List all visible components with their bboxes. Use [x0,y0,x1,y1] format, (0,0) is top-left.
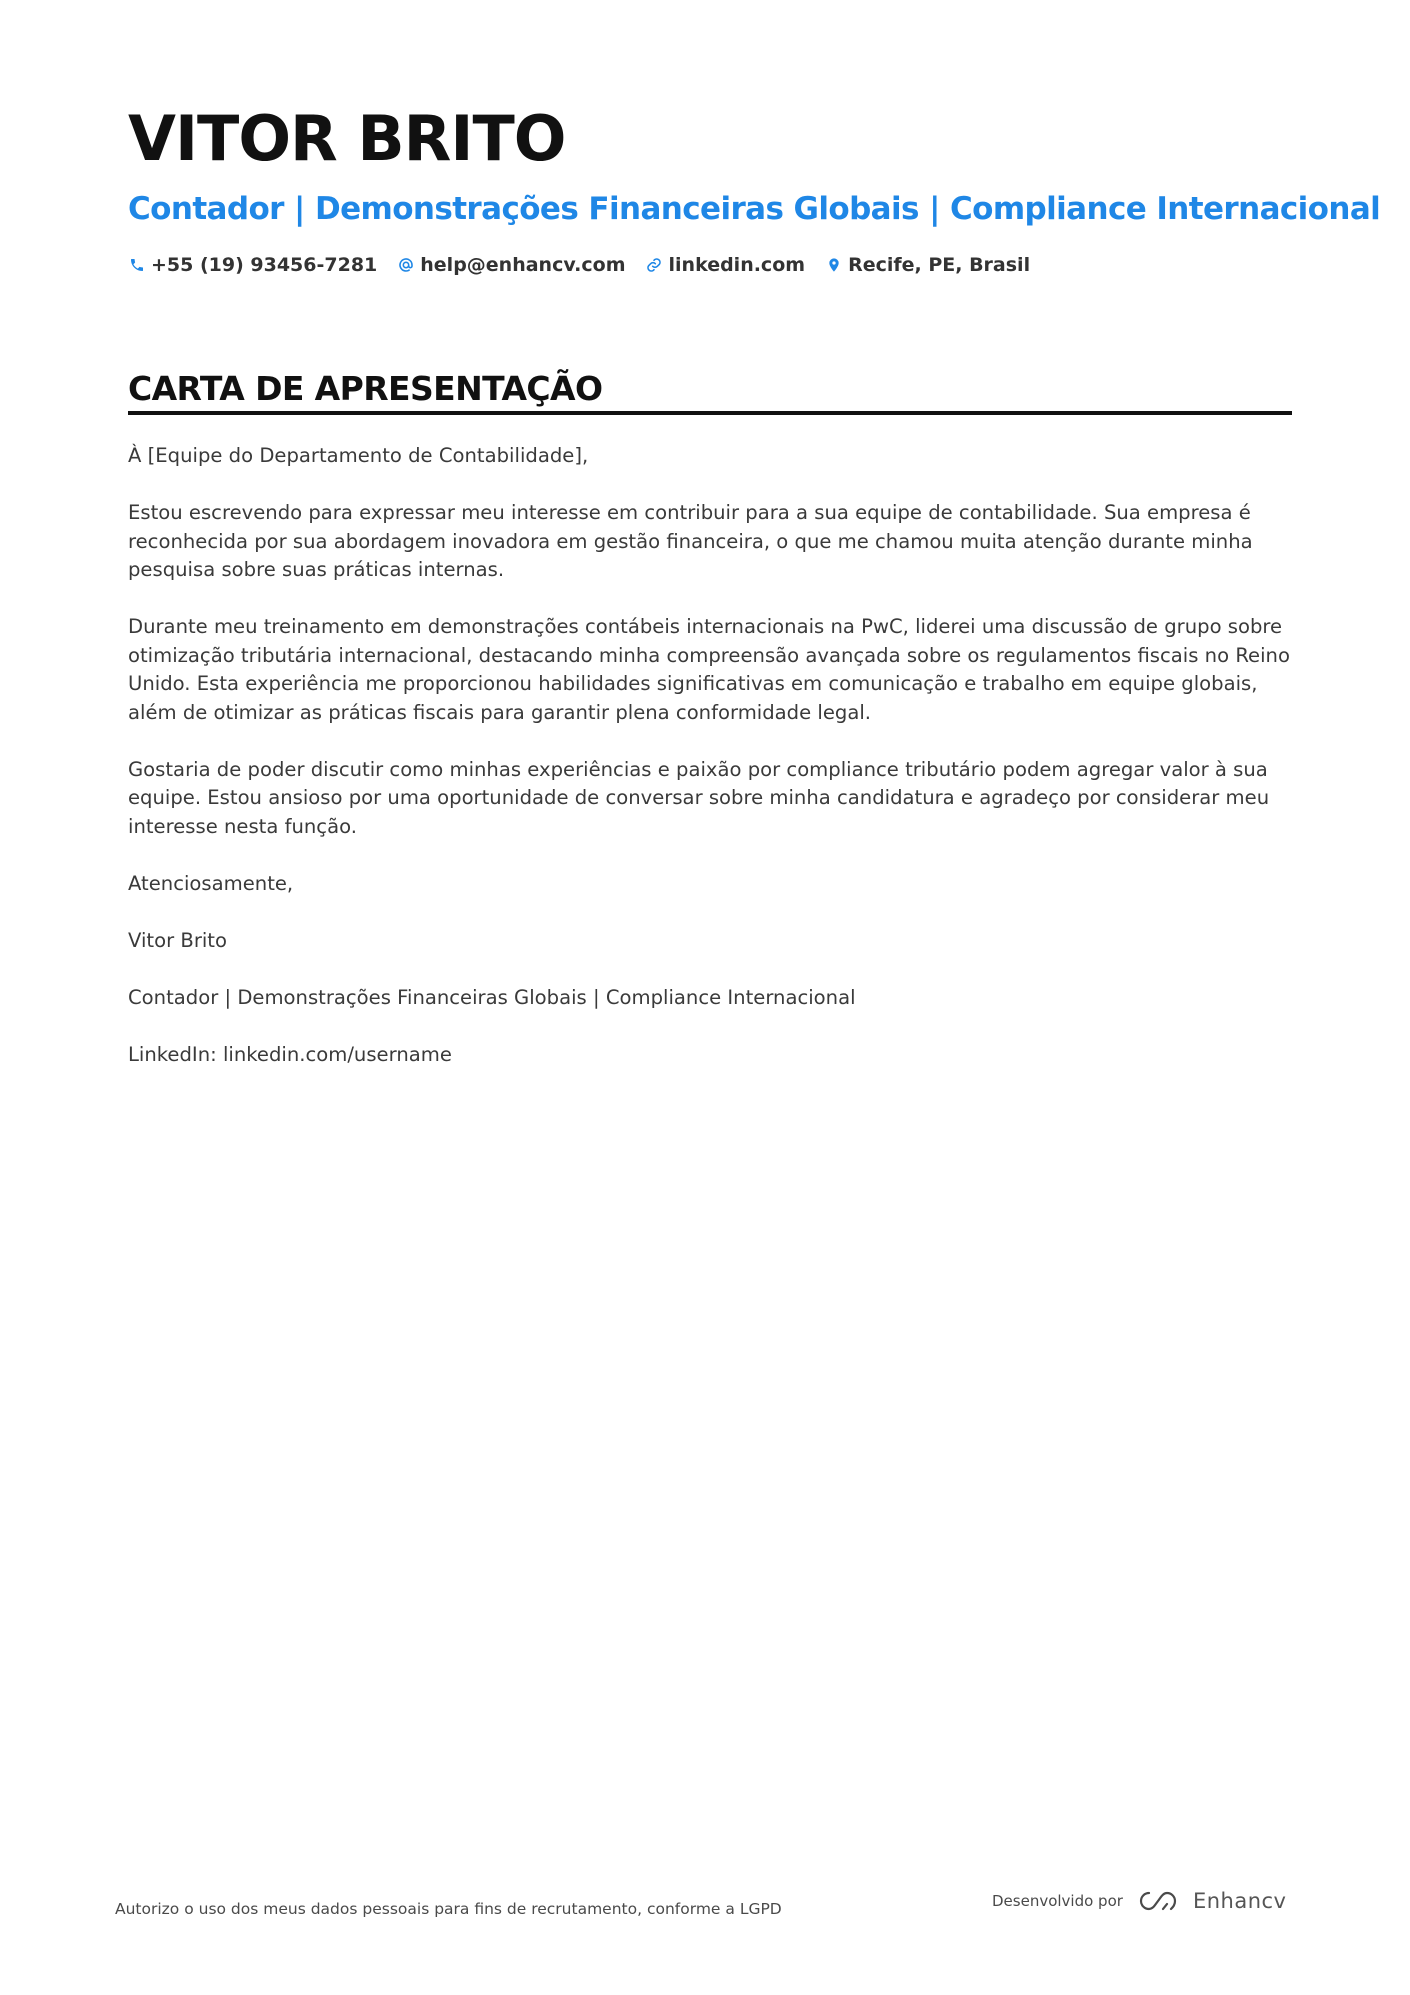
section-title: CARTA DE APRESENTAÇÃO [128,369,603,408]
letter-paragraph: Durante meu treinamento em demonstrações contábeis internacionais na PwC, liderei uma discussão de grupo sobre otimização tributária internacional, destacando minha compreensão avançada sobre os regulamentos fiscais no Reino Unido. Esta experiência me proporcionou habilidades significativas em comunicação e trabalho em equipe globais, além de otimizar as práticas fiscais para garantir plena conformidade legal. [128,615,1290,724]
linkedin-link: linkedin.com [668,254,806,276]
at-icon [397,257,414,274]
contact-bar [128,254,1050,276]
link-icon [646,257,663,274]
lgpd-consent-note: Autorizo o uso dos meus dados pessoais para fins de recrutamento, conforme a LGPD [115,1900,782,1918]
candidate-title: Contador | Demonstrações Financeiras Globais | Compliance Internacional [128,191,1381,227]
signature-name: Vitor Brito [128,928,227,952]
letter-closing: Atenciosamente, [128,871,294,895]
email-address: help@enhancv.com [420,254,626,276]
signature-title: Contador | Demonstrações Financeiras Globais | Compliance Internacional [128,985,856,1009]
contact-location [825,254,1030,276]
contact-email[interactable] [397,254,625,276]
letter-paragraph: Gostaria de poder discutir como minhas experiências e paixão por compliance tributário podem agregar valor à sua equipe. Estou ansioso por uma oportunidade de conversar sobre minha candidatura e agradeço por considerar meu interesse nesta função. [128,757,1270,838]
powered-by[interactable] [992,1888,1286,1914]
letter-paragraph: Estou escrevendo para expressar meu interesse em contribuir para a sua equipe de contabilidade. Sua empresa é reconhecida por sua abordagem inovadora em gestão financeira, o que me chamou muita atenção durante minha pesquisa sobre suas práticas internas. [128,501,1253,581]
signature-linkedin: LinkedIn: linkedin.com/username [128,1042,452,1066]
contact-linkedin[interactable] [646,254,806,276]
candidate-name: VITOR BRITO [128,102,566,175]
letter-body [128,442,1292,1098]
section-divider [128,411,1292,415]
contact-phone[interactable] [128,254,377,276]
enhancv-logo-icon [1135,1888,1181,1914]
location-text: Recife, PE, Brasil [848,254,1031,276]
letter-greeting: À [Equipe do Departamento de Contabilidade], [128,444,589,467]
powered-by-label: Desenvolvido por [992,1892,1123,1910]
phone-icon [128,257,145,274]
location-pin-icon [825,257,842,274]
enhancv-brand: Enhancv [1192,1889,1287,1913]
phone-number: +55 (19) 93456-7281 [151,254,378,276]
